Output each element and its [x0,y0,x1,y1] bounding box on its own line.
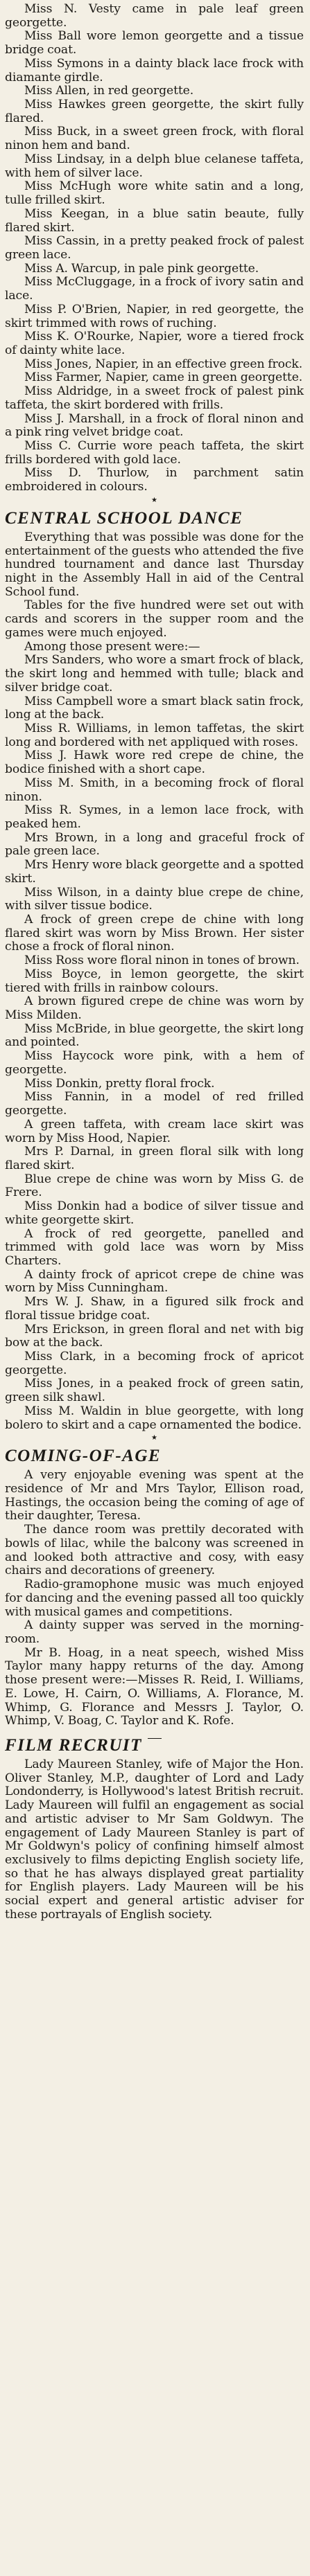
heading-film-recruit: FILM RECRUIT [5,1735,142,1755]
article-paragraph: A dainty frock of apricot crepe de chine was worn by Miss Cunningham. [5,1267,304,1296]
article-paragraph: Miss Wilson, in a dainty blue crepe de chine, with silver tissue bodice. [5,885,304,913]
article-paragraph: A brown figured crepe de chine was worn by Miss Milden. [5,994,304,1023]
article-paragraph: Miss Fannin, in a model of red frilled georgette. [5,1090,304,1118]
article-paragraph: A dainty supper was served in the morning-room. [5,1618,304,1646]
article-paragraph: A frock of green crepe de chine with long flared skirt was worn by Miss Brown. Her sister chose a frock of floral ninon. [5,913,304,954]
article-paragraph: Miss Symons in a dainty black lace frock with diamante girdle. [5,56,304,84]
article-paragraph: Miss Jones, in a peaked frock of green satin, green silk shawl. [5,1377,304,1405]
article-paragraph: Miss Donkin, pretty floral frock. [24,1076,215,1091]
article-paragraph: Miss Donkin had a bodice of silver tissue and white georgette skirt. [5,1199,304,1227]
article-paragraph: Miss K. O'Rourke, Napier, wore a tiered frock of dainty white lace. [5,330,304,357]
article-paragraph: Miss N. Vesty came in pale leaf green georgette. [5,2,304,30]
section-divider-star: ★ [151,496,157,504]
article-paragraph: Miss R. Williams, in lemon taffetas, the skirt long and bordered with net appliqued with roses. [5,721,304,749]
article-paragraph: Miss Campbell wore a smart black satin frock, long at the back. [5,694,304,722]
article-paragraph: The dance room was prettily decorated with bowls of lilac, while the balcony was screened in and looked both attractive and cosy, with easy chairs and decorations of greenery. [5,1523,304,1578]
article-paragraph: A green taffeta, with cream lace skirt was worn by Miss Hood, Napier. [5,1117,304,1145]
article-paragraph: Miss Hawkes green georgette, the skirt fully flared. [5,98,304,125]
article-paragraph: Miss Jones, Napier, in an effective green frock. [24,357,303,371]
article-paragraph: A frock of red georgette, panelled and trimmed with gold lace was worn by Miss Charters. [5,1226,304,1268]
section-film-recruit [5,1758,304,1922]
article-paragraph: Miss McBride, in blue georgette, the skirt long and pointed. [5,1021,304,1050]
article-paragraph: Miss Lindsay, in a delph blue celanese taffeta, with hem of silver lace. [5,152,304,180]
article-paragraph: Miss A. Warcup, in pale pink georgette. [24,261,259,276]
article-paragraph: Mrs Henry wore black georgette and a spotted skirt. [5,858,304,886]
article-paragraph: Miss J. Marshall, in a frock of floral ninon and a pink ring velvet bridge coat. [5,411,304,440]
article-paragraph: Miss Haycock wore pink, with a hem of georgette. [5,1049,304,1077]
article-paragraph: Mr B. Hoag, in a neat speech, wished Miss Taylor many happy returns of the day. Among those present were:—Misses R. Reid, I. Williams, E. Lowe, H. Cairn, O. Williams, A. Florance, M. Whimp, G. Florance and Messrs J. Taylor, O. Whimp, V. Boag, C. Taylor and K. Rofe. [5,1645,304,1728]
article-paragraph: Miss J. Hawk wore red crepe de chine, the bodice finished with a short cape. [5,749,304,777]
article-paragraph: Miss Keegan, in a blue satin beaute, fully flared skirt. [5,206,304,235]
article-paragraph: Miss M. Smith, in a becoming frock of floral ninon. [5,776,304,804]
article-paragraph: Radio-gramophone music was much enjoyed for dancing and the evening passed all too quickly with musical games and competitions. [5,1577,304,1619]
article-paragraph: Miss Boyce, in lemon georgette, the skirt tiered with frills in rainbow colours. [5,967,304,995]
article-paragraph: Blue crepe de chine was worn by Miss G. de Frere. [5,1172,304,1200]
article-paragraph: Miss C. Currie wore peach taffeta, the skirt frills bordered with gold lace. [5,439,304,467]
article-paragraph: Miss Clark, in a becoming frock of apricot georgette. [5,1350,304,1377]
article-paragraph: Mrs P. Darnal, in green floral silk with long flared skirt. [5,1145,304,1172]
article-paragraph: Miss Ball wore lemon georgette and a tissue bridge coat. [5,29,304,57]
article-paragraph: Mrs Erickson, in green floral and net with big bow at the back. [5,1322,304,1350]
heading-coming-of-age: COMING-OF-AGE [5,1447,162,1466]
article-paragraph: Mrs Brown, in a long and graceful frock of pale green lace. [5,830,304,859]
article-paragraph: Miss Buck, in a sweet green frock, with floral ninon hem and band. [5,125,304,153]
article-paragraph: Miss Farmer, Napier, came in green georgette. [24,370,303,385]
heading-central-school-dance: CENTRAL SCHOOL DANCE [5,508,243,528]
article-paragraph: Tables for the five hundred were set out with cards and scorers in the supper room and the games were much enjoyed. [5,598,304,640]
article-paragraph: Miss Ross wore floral ninon in tones of brown. [24,954,300,968]
article-paragraph: Miss Aldridge, in a sweet frock of palest pink taffeta, the skirt bordered with frills. [5,384,304,412]
section-central-school-dance [5,531,304,1432]
article-paragraph: Everything that was possible was done for the entertainment of the guests who attended the five hundred tournament and dance last Thursday night in the Assembly Hall in aid of the Central School fund. [5,530,304,599]
article-paragraph: Miss McHugh wore white satin and a long, tulle frilled skirt. [5,179,304,208]
section-coming-of-age [5,1469,304,1728]
article-paragraph: A very enjoyable evening was spent at the residence of Mr and Mrs Taylor, Ellison road, Hastings, the occasion being the coming of age of their daughter, Teresa. [5,1468,304,1523]
article-paragraph: Lady Maureen Stanley, wife of Major the Hon. Oliver Stanley, M.P., daughter of Lord and Lady Londonderry, is Hollywood's latest British recruit. Lady Maureen will fulfil an engagement as social and artistic adviser to Mr Sam Goldwyn. The engagement of Lady Maureen Stanley is part of Mr Goldwyn's policy of confining himself almost exclusively to films depicting English society life, so that he has always displayed great partiality for English players. Lady Maureen will be his social expert and general artistic adviser for these portrayals of English society. [5,1757,304,1922]
section-dress-list [5,3,304,494]
article-paragraph: Among those present were:— [24,639,200,654]
article-paragraph: Miss D. Thurlow, in parchment satin embroidered in colours. [5,466,304,494]
article-paragraph: Miss Allen, in red georgette. [24,84,194,98]
article-paragraph: Miss McCluggage, in a frock of ivory satin and lace. [5,275,304,303]
article-paragraph: Miss Cassin, in a pretty peaked frock of palest green lace. [5,234,304,262]
article-paragraph: Mrs W. J. Shaw, in a figured silk frock and floral tissue bridge coat. [5,1295,304,1323]
section-divider-star: ★ [151,1434,157,1442]
article-paragraph: Miss P. O'Brien, Napier, in red georgette, the skirt trimmed with rows of ruching. [5,302,304,330]
article-paragraph: Mrs Sanders, who wore a smart frock of black, the skirt long and hemmed with tulle; black and silver bridge coat. [5,653,304,695]
newspaper-column [5,3,304,1922]
section-divider-dash [5,1731,304,1733]
article-paragraph: Miss M. Waldin in blue georgette, with long bolero to skirt and a cape ornamented the bodice. [5,1404,304,1432]
article-paragraph: Miss R. Symes, in a lemon lace frock, with peaked hem. [5,803,304,831]
